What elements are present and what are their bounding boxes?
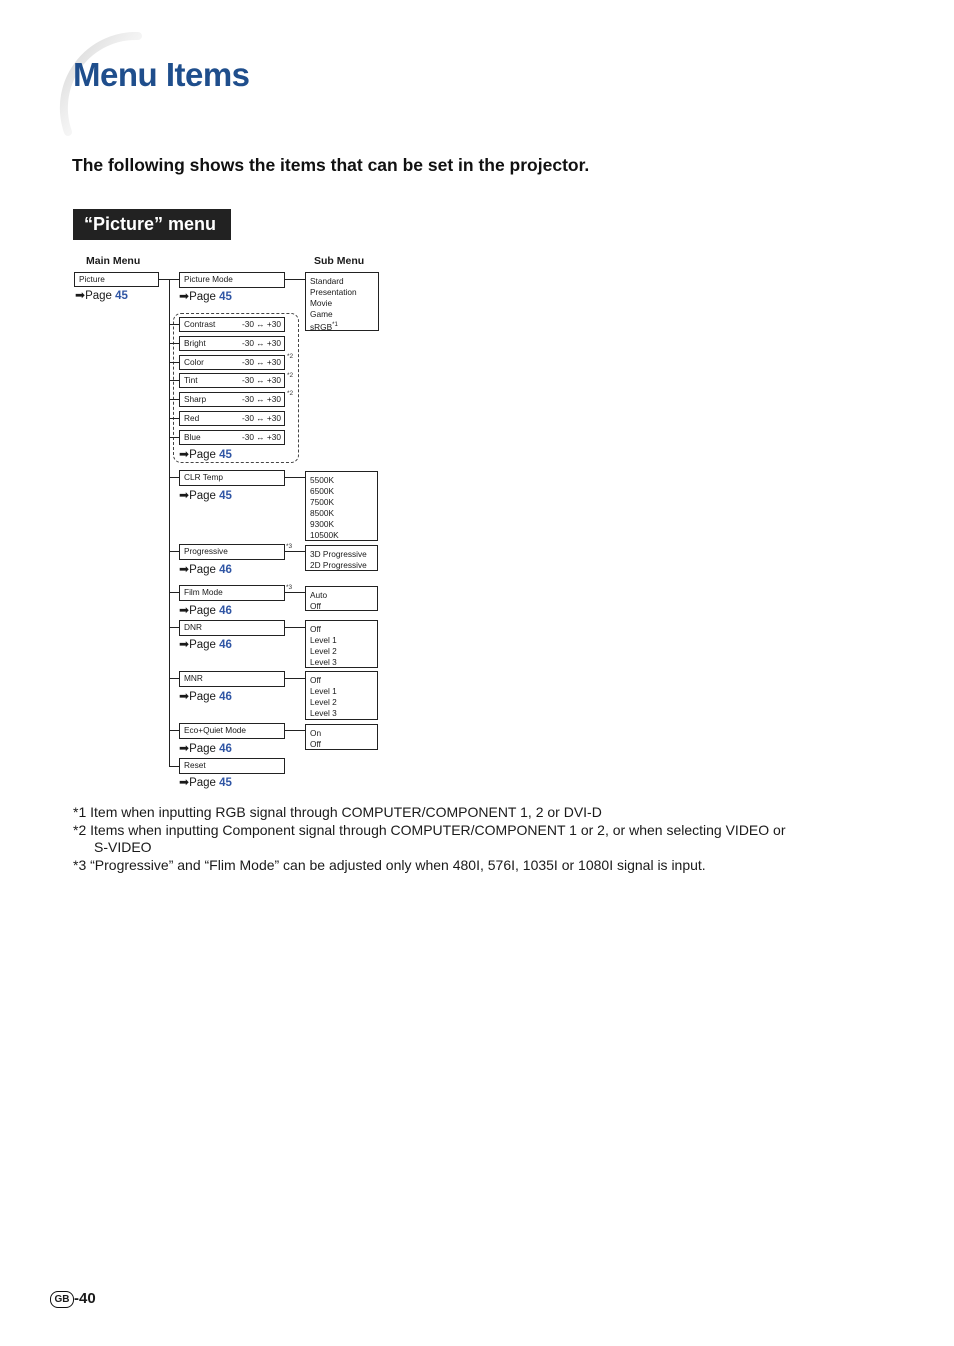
- submenu-clr-temp: [305, 471, 378, 541]
- connector: [285, 551, 305, 552]
- submenu-option: Level 3: [310, 708, 337, 718]
- connector: [285, 592, 305, 593]
- footnote-2: *2 Items when inputting Component signal through COMPUTER/COMPONENT 1 or 2, or when selecting VIDEO or: [73, 822, 786, 838]
- page-number: 46: [219, 605, 232, 617]
- footnote-marker: *2: [287, 353, 294, 360]
- item-range: -30 ↔ +30: [242, 432, 281, 442]
- trunk-line: [169, 279, 170, 767]
- footnote-marker: *2: [287, 372, 294, 379]
- page-ref: [179, 637, 232, 651]
- page-ref: [179, 689, 232, 703]
- arrow-right-icon: ➡: [179, 562, 190, 576]
- footnote-marker: *3: [286, 543, 293, 550]
- page-prefix: Page: [189, 449, 216, 461]
- menu-item-bright: [179, 336, 285, 351]
- menu-item-picture-mode: [179, 272, 285, 288]
- item-label: Red: [184, 413, 200, 423]
- page-prefix: Page: [189, 605, 216, 617]
- menu-item-color: [179, 355, 285, 370]
- connector: [285, 627, 305, 628]
- arrow-right-icon: ➡: [179, 447, 190, 461]
- item-label: Eco+Quiet Mode: [184, 725, 247, 735]
- submenu-option: 8500K: [310, 508, 334, 518]
- footnote-marker: *3: [286, 584, 293, 591]
- gb-badge-icon: GB: [50, 1291, 74, 1308]
- page-prefix: Page: [189, 639, 216, 651]
- item-label: Tint: [184, 375, 198, 385]
- page-number: 45: [219, 291, 232, 303]
- sub-menu-header: Sub Menu: [314, 255, 365, 267]
- submenu-option: Game: [310, 309, 333, 319]
- connector: [285, 730, 305, 731]
- menu-item-film-mode: [179, 585, 285, 601]
- connector: [285, 279, 305, 280]
- submenu-option: 6500K: [310, 486, 334, 496]
- item-range: -30 ↔ +30: [242, 357, 281, 367]
- page-number-text: -40: [74, 1290, 96, 1307]
- page-ref: [179, 603, 232, 617]
- submenu-option: 2D Progressive: [310, 560, 367, 570]
- item-label: Contrast: [184, 319, 216, 329]
- connector: [169, 437, 179, 438]
- main-menu-header: Main Menu: [86, 255, 141, 267]
- page-ref: [75, 288, 128, 302]
- page-ref: [179, 741, 232, 755]
- submenu-option: sRGB: [310, 321, 333, 332]
- connector: [169, 324, 179, 325]
- page-prefix: Page: [189, 490, 216, 502]
- item-label: DNR: [184, 622, 202, 632]
- page-number: 46: [219, 564, 232, 576]
- arrow-right-icon: ➡: [179, 603, 190, 617]
- page-ref: [179, 562, 232, 576]
- page-prefix: Page: [189, 564, 216, 576]
- submenu-option: 9300K: [310, 519, 334, 529]
- item-label: Blue: [184, 432, 201, 442]
- page-number: 45: [219, 777, 232, 789]
- menu-item-clr-temp: [179, 470, 285, 486]
- submenu-option: Level 3: [310, 657, 337, 667]
- item-range: -30 ↔ +30: [242, 338, 281, 348]
- submenu-option: Level 1: [310, 635, 337, 645]
- arrow-right-icon: ➡: [179, 289, 190, 303]
- footnote-3: *3 “Progressive” and “Flim Mode” can be adjusted only when 480I, 576I, 1035I or 1080I signal is input.: [73, 857, 706, 873]
- item-range: -30 ↔ +30: [242, 375, 281, 385]
- item-label: Sharp: [184, 394, 207, 404]
- submenu-option: Level 2: [310, 697, 337, 707]
- page-number: 45: [219, 490, 232, 502]
- item-range: -30 ↔ +30: [242, 413, 281, 423]
- submenu-option: On: [310, 728, 322, 738]
- page-number-footer: [50, 1290, 96, 1308]
- submenu-option: Off: [310, 601, 321, 611]
- submenu-option: Level 2: [310, 646, 337, 656]
- submenu-option: Standard: [310, 276, 344, 286]
- arrow-right-icon: ➡: [179, 689, 190, 703]
- submenu-option: Off: [310, 624, 321, 634]
- menu-item-contrast: [179, 317, 285, 332]
- connector: [169, 380, 179, 381]
- submenu-mnr: [305, 671, 378, 720]
- menu-item-tint: [179, 373, 285, 388]
- item-range: -30 ↔ +30: [242, 319, 281, 329]
- item-label: Picture Mode: [184, 274, 233, 284]
- item-label: MNR: [184, 673, 203, 683]
- footnote-2-continued: S-VIDEO: [94, 839, 152, 855]
- menu-item-dnr: [179, 620, 285, 636]
- item-range: -30 ↔ +30: [242, 394, 281, 404]
- item-label: Reset: [184, 760, 206, 770]
- connector: [169, 592, 179, 593]
- page-prefix: Page: [189, 291, 216, 303]
- page-prefix: Page: [189, 691, 216, 703]
- menu-item-blue: [179, 430, 285, 445]
- main-menu-picture: [74, 272, 159, 287]
- section-label: “Picture” menu: [73, 209, 231, 240]
- submenu-option: Off: [310, 739, 321, 749]
- page-number: 46: [219, 639, 232, 651]
- page-number: 45: [219, 449, 232, 461]
- page-prefix: Page: [189, 777, 216, 789]
- connector: [169, 730, 179, 731]
- item-label: Progressive: [184, 546, 228, 556]
- connector: [169, 551, 179, 552]
- page-ref: [179, 289, 232, 303]
- footnote-1: *1 Item when inputting RGB signal through COMPUTER/COMPONENT 1, 2 or DVI-D: [73, 804, 602, 820]
- submenu-option: 5500K: [310, 475, 334, 485]
- page-ref: [179, 775, 232, 789]
- menu-item-progressive: [179, 544, 285, 560]
- connector: [169, 766, 179, 767]
- page-prefix: Page: [189, 743, 216, 755]
- menu-item-reset: [179, 758, 285, 774]
- connector: [169, 362, 179, 363]
- page-number: 46: [219, 691, 232, 703]
- item-label: Color: [184, 357, 204, 367]
- page-ref: [179, 488, 232, 502]
- submenu-option: Presentation: [310, 287, 357, 297]
- menu-item-sharp: [179, 392, 285, 407]
- arrow-right-icon: ➡: [179, 637, 190, 651]
- connector: [169, 399, 179, 400]
- submenu-option: Level 1: [310, 686, 337, 696]
- arrow-right-icon: ➡: [179, 488, 190, 502]
- connector: [285, 477, 305, 478]
- submenu-dnr: [305, 620, 378, 668]
- submenu-option: Off: [310, 675, 321, 685]
- connector: [169, 343, 179, 344]
- submenu-eco-quiet: [305, 724, 378, 750]
- menu-item-eco-quiet-mode: [179, 723, 285, 739]
- item-label: CLR Temp: [184, 472, 224, 482]
- page-subtitle: The following shows the items that can be set in the projector.: [72, 155, 590, 175]
- page-number: 45: [115, 290, 128, 302]
- submenu-option: 10500K: [310, 530, 339, 540]
- arrow-right-icon: ➡: [75, 288, 86, 302]
- connector: [169, 477, 179, 478]
- arrow-right-icon: ➡: [179, 775, 190, 789]
- submenu-option: 7500K: [310, 497, 334, 507]
- submenu-option: Movie: [310, 298, 333, 308]
- page-title: Menu Items: [73, 56, 250, 93]
- arrow-right-icon: ➡: [179, 741, 190, 755]
- menu-item-mnr: [179, 671, 285, 687]
- connector: [285, 678, 305, 679]
- footnote-marker: *2: [287, 390, 294, 397]
- footnote-marker: *1: [332, 322, 338, 328]
- page-prefix: Page: [85, 290, 112, 302]
- submenu-picture-mode: [305, 272, 379, 331]
- page-number: 46: [219, 743, 232, 755]
- main-menu-label: Picture: [79, 274, 105, 284]
- item-label: Film Mode: [184, 587, 223, 597]
- submenu-film-mode: [305, 586, 378, 611]
- connector: [169, 678, 179, 679]
- item-label: Bright: [184, 338, 206, 348]
- menu-item-red: [179, 411, 285, 426]
- submenu-progressive: [305, 545, 378, 571]
- connector: [169, 627, 179, 628]
- connector: [169, 418, 179, 419]
- submenu-option: 3D Progressive: [310, 549, 367, 559]
- page-ref: [179, 447, 232, 461]
- submenu-option: Auto: [310, 590, 328, 600]
